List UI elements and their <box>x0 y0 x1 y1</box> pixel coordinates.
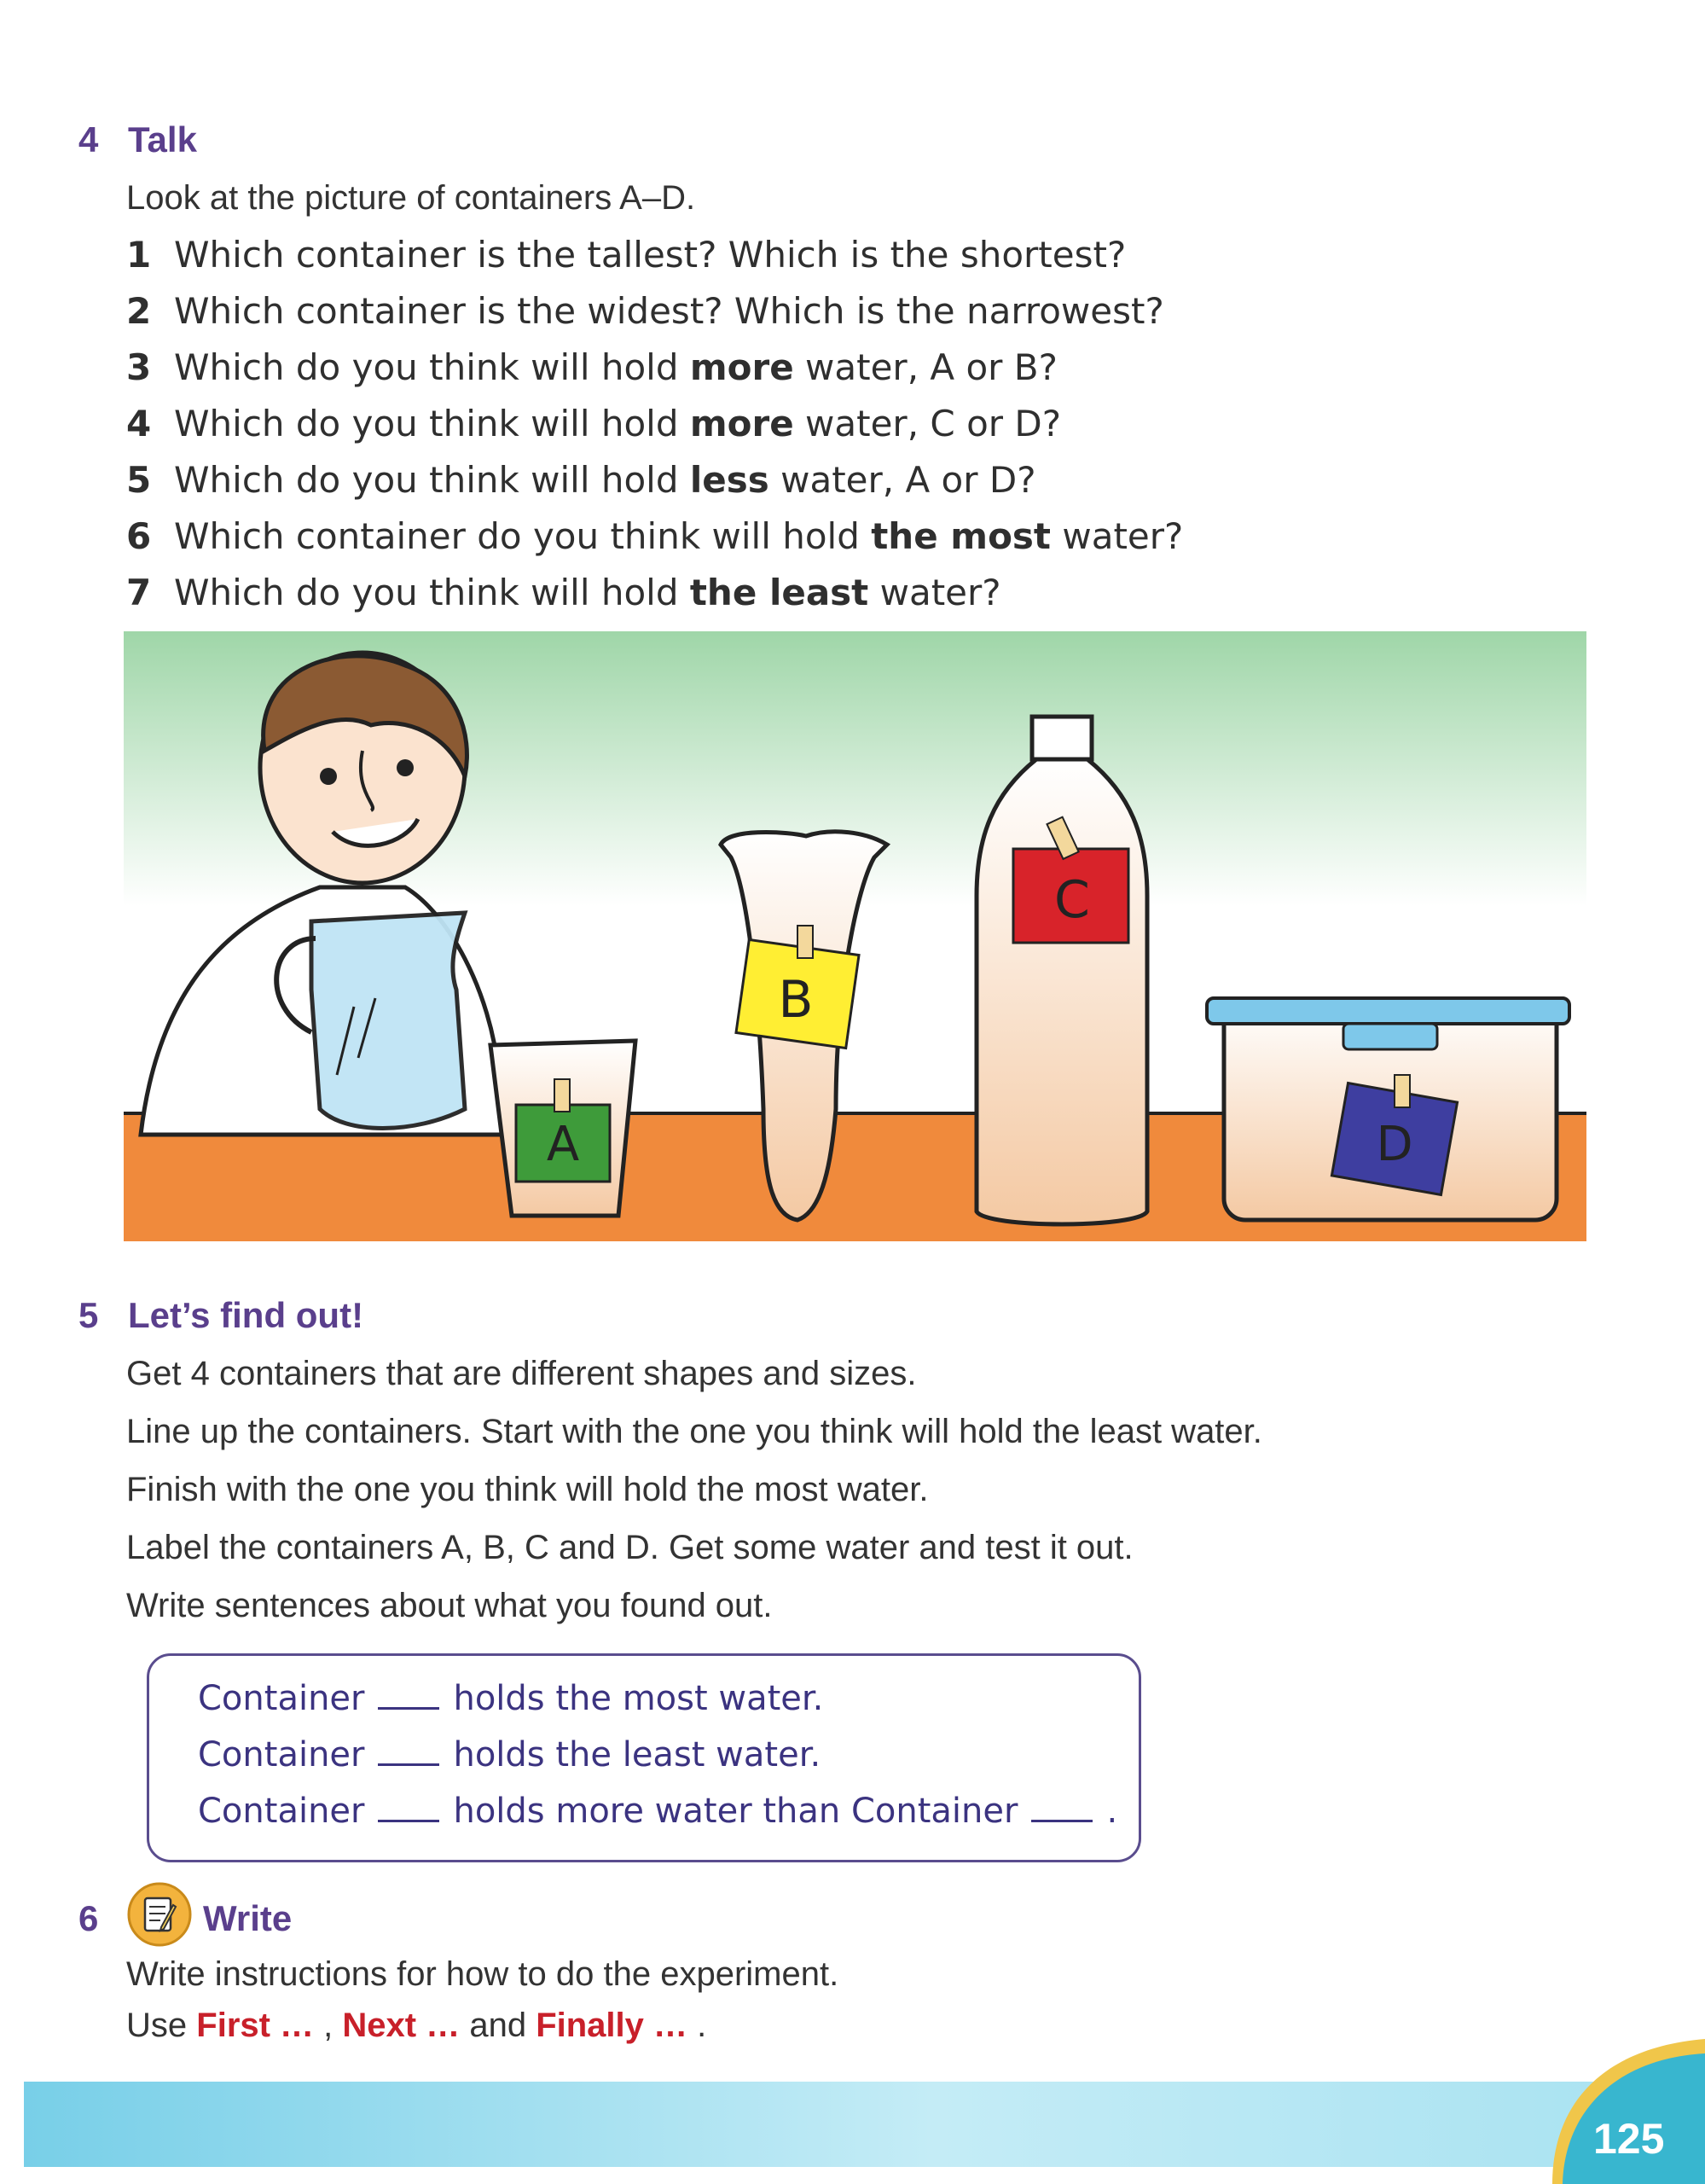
question-text: Which container is the tallest? Which is the shortest? <box>174 234 1127 276</box>
answer-blank <box>378 1816 439 1822</box>
question-3 <box>126 346 1058 388</box>
section-4-title: Talk <box>128 119 197 160</box>
question-1 <box>126 234 1126 276</box>
question-5 <box>126 459 1036 501</box>
question-text: Which do you think will hold <box>174 346 690 388</box>
answer-blank <box>378 1760 439 1766</box>
question-text-end: water, A or D? <box>768 459 1036 501</box>
container-a <box>490 1041 635 1216</box>
question-6 <box>126 515 1183 557</box>
instruction-line: Finish with the one you think will hold the most water. <box>126 1471 929 1508</box>
question-text-end: water, A or B? <box>793 346 1058 388</box>
section-5-title: Let’s find out! <box>128 1295 364 1335</box>
frame-word: Container <box>198 1679 365 1718</box>
question-text: Which container is the widest? Which is the narrowest? <box>174 290 1164 332</box>
sentence-frame-2 <box>198 1735 821 1774</box>
question-number: 7 <box>126 572 152 613</box>
question-text-end: water? <box>1051 515 1184 557</box>
section-5-number: 5 <box>78 1295 99 1335</box>
containers-illustration <box>124 631 1586 1241</box>
section-6-number: 6 <box>78 1898 99 1938</box>
question-text: Which do you think will hold <box>174 459 690 501</box>
label-b: B <box>778 970 814 1030</box>
keyword-first: First … <box>196 2007 315 2044</box>
write-instruction: Write instructions for how to do the experiment. <box>126 1955 839 1993</box>
question-keyword: more <box>689 403 794 444</box>
container-c <box>977 717 1147 1224</box>
question-keyword: the most <box>871 515 1051 557</box>
answer-blank <box>378 1704 439 1710</box>
question-text: Which do you think will hold <box>174 403 690 444</box>
question-keyword: the least <box>689 572 869 613</box>
and-text: and <box>460 2007 536 2044</box>
page-number: 125 <box>1593 2115 1665 2163</box>
question-number: 1 <box>126 234 152 276</box>
frame-text: holds the most water. <box>453 1679 824 1718</box>
instruction-line: Label the containers A, B, C and D. Get some water and test it out. <box>126 1529 1134 1566</box>
container-d <box>1207 998 1569 1220</box>
question-keyword: more <box>689 346 794 388</box>
frame-word: Container <box>198 1735 365 1774</box>
label-d: D <box>1376 1117 1413 1172</box>
question-2 <box>126 290 1164 332</box>
question-7 <box>126 572 1001 613</box>
instruction-line: Write sentences about what you found out. <box>126 1587 773 1624</box>
question-text: Which do you think will hold <box>174 572 690 613</box>
write-keywords-line <box>126 2007 706 2045</box>
notepad-pencil-icon <box>126 1881 193 1948</box>
footer-band <box>24 2082 1679 2167</box>
question-text-end: water, C or D? <box>793 403 1062 444</box>
instruction-line: Line up the containers. Start with the one you think will hold the least water. <box>126 1413 1262 1450</box>
question-number: 2 <box>126 290 152 332</box>
instruction-line: Get 4 containers that are different shapes and sizes. <box>126 1355 917 1392</box>
sentence-frame-3 <box>198 1792 1117 1831</box>
sentence-frame-1 <box>198 1679 823 1718</box>
use-text: Use <box>126 2007 188 2044</box>
frame-text: holds the least water. <box>453 1735 821 1774</box>
answer-blank <box>1031 1816 1093 1822</box>
question-keyword: less <box>689 459 769 501</box>
question-number: 6 <box>126 515 152 557</box>
end-text: . <box>687 2007 707 2044</box>
label-a: A <box>546 1117 580 1172</box>
question-number: 3 <box>126 346 152 388</box>
section-6-title: Write <box>203 1898 293 1938</box>
section-4-intro: Look at the picture of containers A–D. <box>126 179 696 217</box>
question-number: 5 <box>126 459 152 501</box>
keyword-next: Next … <box>342 2007 461 2044</box>
keyword-finally: Finally … <box>536 2007 687 2044</box>
frame-text: holds more water than Container <box>453 1792 1018 1831</box>
label-c: C <box>1054 870 1090 930</box>
frame-word: Container <box>198 1792 365 1831</box>
question-4 <box>126 403 1061 444</box>
section-4-number: 4 <box>78 119 99 160</box>
question-text-end: water? <box>868 572 1001 613</box>
question-text: Which container do you think will hold <box>174 515 872 557</box>
question-number: 4 <box>126 403 152 444</box>
comma-text: , <box>314 2007 343 2044</box>
frame-end: . <box>1106 1792 1118 1831</box>
